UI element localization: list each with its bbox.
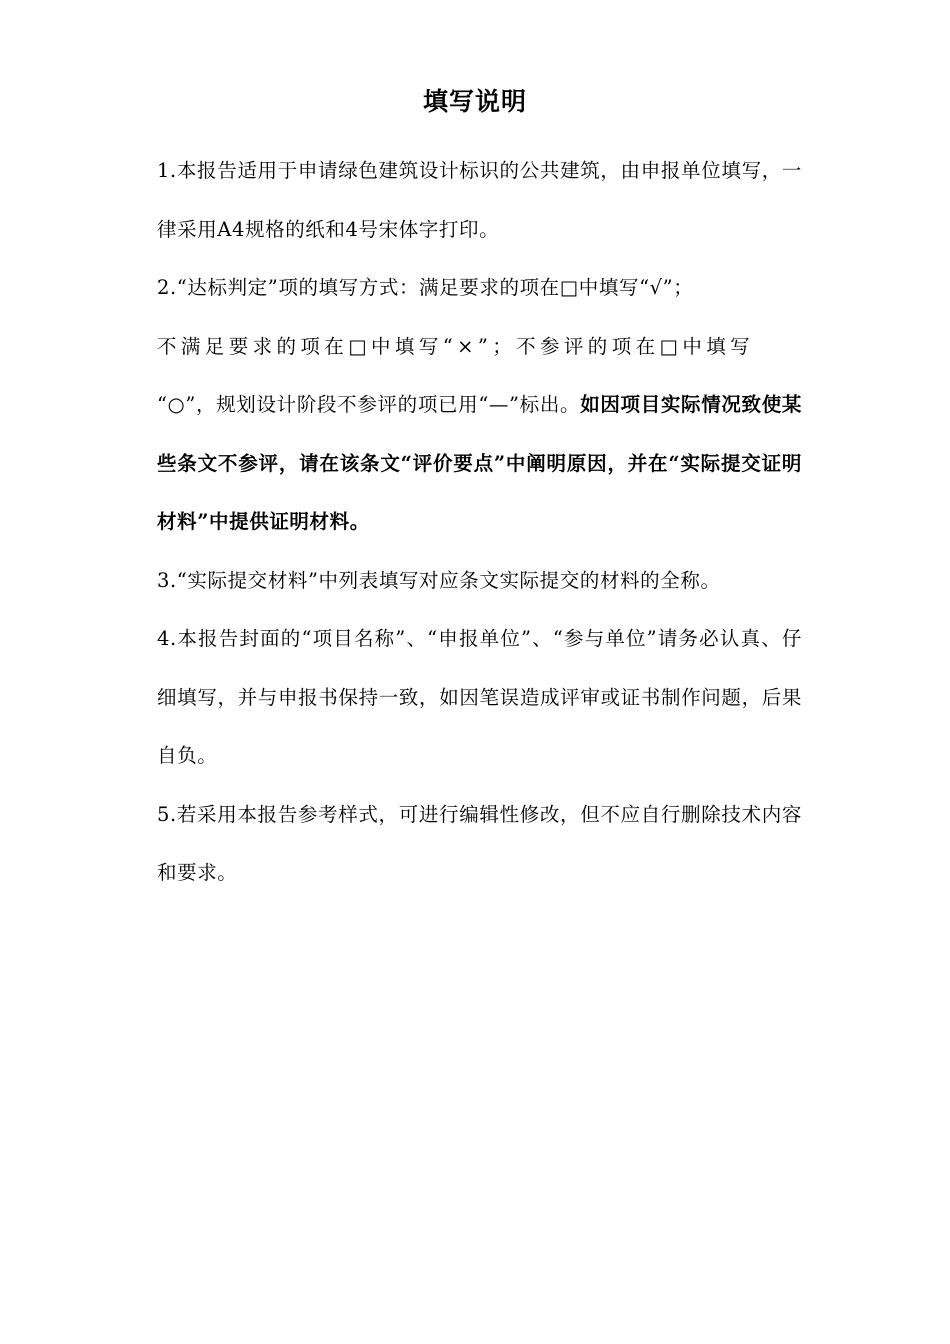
instruction-item-2: [157, 259, 802, 552]
instruction-item-2-bold-note: 如因项目实际情况致使某些条文不参评，请在该条文“评价要点”中阐明原因，并在“实际提交证明材料”中提供证明材料。: [157, 393, 802, 533]
instruction-item-2-note: “○”，规划设计阶段不参评的项已用“—”标出。: [157, 393, 581, 416]
instruction-item-2-line-2: 不满足要求的项在□中填写“×”；不参评的项在□中填写: [157, 334, 755, 358]
instruction-item-1: 1.本报告适用于申请绿色建筑设计标识的公共建筑，由申报单位填写，一律采用A4规格的纸和4号宋体字打印。: [157, 159, 802, 241]
instruction-item-3: 3.“实际提交材料”中列表填写对应条文实际提交的材料的全称。: [157, 568, 721, 592]
instruction-item-2-line-3: [157, 376, 802, 552]
page-title: 填写说明: [422, 87, 527, 116]
instructions-body: [157, 142, 802, 903]
instruction-item-2-line-1: 2.“达标判定”项的填写方式：满足要求的项在□中填写“√”；: [157, 276, 694, 299]
instruction-item-4: 4.本报告封面的“项目名称”、“申报单位”、“参与单位”请务必认真、仔细填写，并与申报书保持一致，如因笔误造成评审或证书制作问题，后果自负。: [157, 627, 802, 767]
instruction-item-5: 5.若采用本报告参考样式，可进行编辑性修改，但不应自行删除技术内容和要求。: [157, 802, 802, 884]
